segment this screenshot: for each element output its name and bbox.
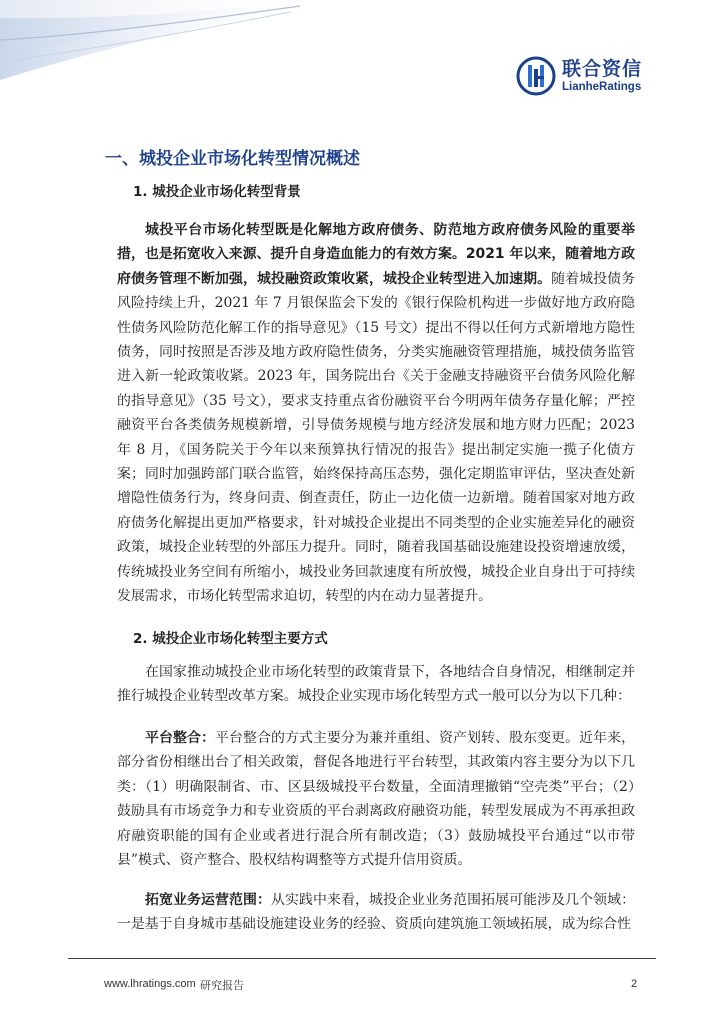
paragraph-body: 随着城投债务风险持续上升，2021 年 7 月银保监会下发的《银行保险机构进一步做好地方政府隐性债务风险防范化解工作的指导意见》（15 号文）提出不得以任何方式新增地方隐性债务，同时按照是否涉及地方政府隐性债务，分类实施融资管理措施，城投债务监管进入新一轮政策收紧。2023 年，国务院出台《关于金融支持融资平台债务风险化解的指导意见》（35 号文），要求支持重点省份融资平台今明两年债务存量化解；严控融资平台各类债务规模新增，引导债务规模与地方经济发展和地方财力匹配；2023 年 8 月，《国务院关于今年以来预算执行情况的报告》提出制定实施一揽子化债方案；同时加强跨部门联合监管，始终保持高压态势，强化定期监审评估，坚决查处新增隐性债务行为，终身问责、倒查责任，防止一边化债一边新增。随着国家对地方政府债务化解提出更加严格要求，针对城投企业提出不同类型的企业实施差异化的融资政策，城投企业转型的外部压力提升。同时，随着我国基础设施建设投资增速放缓，传统城投业务空间有所缩小，城投业务回款速度有所放慢，城投企业自身出于可持续发展需求，市场化转型需求迫切，转型的内在动力显著提升。 (117, 270, 635, 605)
page-number: 2 (631, 978, 638, 990)
paragraph-platform-integration (117, 726, 635, 872)
paragraph-bold-lead: 平台整合： (145, 730, 216, 746)
footer-report-label: 研究报告 (200, 979, 244, 992)
paragraph-bold-lead: 拓宽业务运营范围： (145, 892, 272, 908)
paragraph-methods-intro: 在国家推动城投企业市场化转型的政策背景下，各地结合自身情况，相继制定并推行城投企业转型改革方案。城投企业实现市场化转型方式一般可以分为以下几种： (117, 664, 635, 705)
subsection-title-methods: 2. 城投企业市场化转型主要方式 (133, 631, 328, 647)
paragraph-bold-lead: 城投平台市场化转型既是化解地方政府债务、防范地方政府债务风险的重要举措，也是拓宽收入来源、提升自身造血能力的有效方案。2021 年以来，随着地方政府债务管理不断加强，城投融资政策收紧，城投企业转型进入加速期。 (117, 222, 635, 287)
paragraph-background (117, 218, 635, 609)
header-decoration (0, 0, 340, 110)
lianhe-logo-icon (516, 56, 556, 96)
logo-english-name: LianheRatings (562, 81, 642, 93)
paragraph-body: 从实践中来看，城投企业业务范围拓展可能涉及几个领域：一是基于自身城市基础设施建设业务的经验、资质向建筑施工领域拓展，成为综合性 (117, 892, 635, 933)
footer-website-link[interactable]: www.lhratings.com (104, 978, 196, 990)
footer-divider (68, 958, 656, 959)
logo-chinese-name: 联合资信 (562, 58, 643, 80)
paragraph-business-expansion (117, 888, 635, 937)
company-logo (516, 56, 642, 96)
paragraph-body: 平台整合的方式主要分为兼并重组、资产划转、股东变更。近年来，部分省份相继出台了相关政策，督促各地进行平台转型，其政策内容主要分为以下几类：（1）明确限制省、市、区县级城投平台数量，全面清理撤销“空壳类”平台；（2）鼓励具有市场竞争力和专业资质的平台剥离政府融资功能，转型发展成为不再承担政府融资职能的国有企业或者进行混合所有制改造；（3）鼓励城投平台通过“以市带县”模式、资产整合、股权结构调整等方式提升信用资质。 (117, 730, 635, 869)
section-title: 一、城投企业市场化转型情况概述 (105, 149, 360, 169)
subsection-title-background: 1. 城投企业市场化转型背景 (133, 184, 301, 200)
